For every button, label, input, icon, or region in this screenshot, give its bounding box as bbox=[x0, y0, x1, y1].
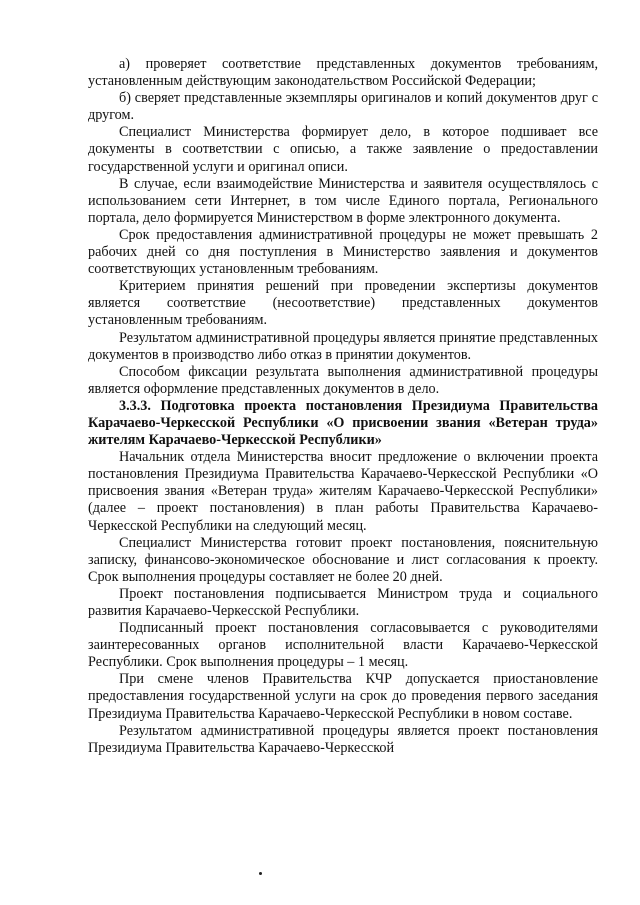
section-heading-3-3-3: 3.3.3. Подготовка проекта постановления Президиума Правительства Карачаево-Черкесской Республики «О присвоении звания «Ветеран труда» жителям Карачаево-Черкесской Республики» bbox=[88, 397, 598, 449]
paragraph-decision-criterion: Критерием принятия решений при проведении экспертизы документов является соответствие (несоответствие) представленных документов установленным требованиям. bbox=[88, 278, 598, 329]
paragraph-procedure-term: Срок предоставления административной процедуры не может превышать 2 рабочих дней со дня поступления в Министерство заявления и документов соответствующих установленным требованиям. bbox=[88, 226, 598, 278]
paragraph-fixation-method: Способом фиксации результата выполнения административной процедуры является оформление представленных документов в дело. bbox=[88, 363, 598, 397]
scan-speck bbox=[259, 872, 262, 875]
paragraph-proposal: Начальник отдела Министерства вносит предложение о включении проекта постановления Президиума Правительства Карачаево-Черкесской Республики «О присвоения звания «Ветеран труда» жителям Карачаево-Черкесской Республики» (далее – проект постановления) в план работы Правительства Карачаево-Черкесской Республики на следующий месяц. bbox=[88, 449, 598, 534]
paragraph-verify-copies: б) сверяет представленные экземпляры оригиналов и копий документов друг с другом. bbox=[88, 90, 598, 124]
paragraph-electronic-case: В случае, если взаимодействие Министерства и заявителя осуществлялось с использованием сети Интернет, в том числе Единого портала, Регионального портала, дело формируется Министерством в форме электронного документа. bbox=[88, 175, 598, 226]
paragraph-final-result: Результатом административной процедуры является проект постановления Президиума Правительства Карачаево-Черкесской bbox=[88, 722, 598, 756]
paragraph-minister-signs: Проект постановления подписывается Министром труда и социального развития Карачаево-Черкесской Республики. bbox=[88, 585, 598, 619]
document-page bbox=[88, 56, 598, 757]
paragraph-form-case: Специалист Министерства формирует дело, в которое подшивает все документы в соответствии с описью, а также заявление о предоставлении государственной услуги и оригинал описи. bbox=[88, 124, 598, 175]
paragraph-specialist-prepares: Специалист Министерства готовит проект постановления, пояснительную записку, финансово-экономическое обоснование и лист согласования к проекту. Срок выполнения процедуры составляет не более 20 дней. bbox=[88, 534, 598, 585]
paragraph-suspension: При смене членов Правительства КЧР допускается приостановление предоставления государственной услуги на срок до проведения первого заседания Президиума Правительства Карачаево-Черкесской Республики в новом составе. bbox=[88, 671, 598, 722]
paragraph-check-compliance: а) проверяет соответствие представленных документов требованиям, установленным действующим законодательством Российской Федерации; bbox=[88, 56, 598, 90]
paragraph-approval: Подписанный проект постановления согласовывается с руководителями заинтересованных органов исполнительной власти Карачаево-Черкесской Республики. Срок выполнения процедуры – 1 месяц. bbox=[88, 620, 598, 671]
paragraph-procedure-result: Результатом административной процедуры является принятие представленных документов в производство либо отказ в принятии документов. bbox=[88, 329, 598, 363]
